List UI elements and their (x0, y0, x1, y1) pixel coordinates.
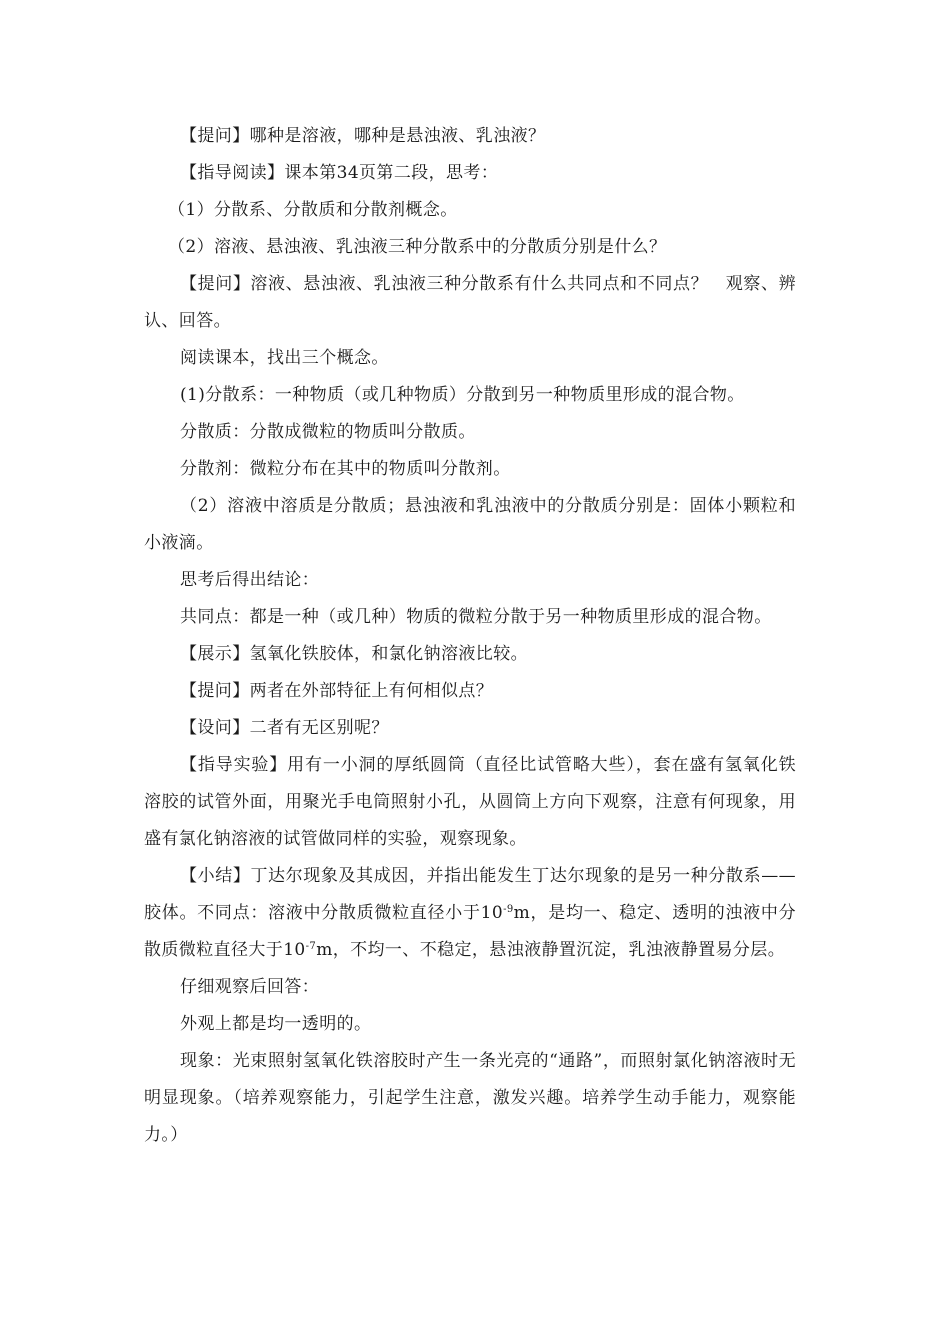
definition-dispersion-system: (1)分散系：一种物质（或几种物质）分散到另一种物质里形成的混合物。 (180, 385, 745, 405)
question-paragraph-2: 【提问】溶液、悬浊液、乳浊液三种分散系有什么共同点和不同点？ 观察、辨认、回答。 (144, 274, 796, 331)
guided-reading-paragraph: 【指导阅读】课本第34页第二段，思考： (180, 163, 499, 183)
question-paragraph-3: 【提问】两者在外部特征上有何相似点？ (180, 681, 494, 701)
reading-instruction: 阅读课本，找出三个概念。 (180, 348, 389, 368)
summary-text-part-2: m，是均一、稳定、透明的浊液中分散质微粒直径大于10 (144, 903, 796, 960)
reading-task-2: （2）溶液、悬浊液、乳浊液三种分散系中的分散质分别是什么？ (168, 237, 667, 257)
answer-dispersed-phases: （2）溶液中溶质是分散质；悬浊液和乳浊液中的分散质分别是：固体小颗粒和小液滴。 (144, 496, 796, 553)
summary-text-part-3: m，不均一、不稳定，悬浊液静置沉淀，乳浊液静置易分层。 (316, 940, 786, 960)
document-body (144, 118, 796, 1154)
hypothetical-question-paragraph: 【设问】二者有无区别呢？ (180, 718, 389, 738)
observation-heading: 仔细观察后回答： (180, 977, 320, 997)
summary-paragraph (144, 858, 796, 969)
question-paragraph-1: 【提问】哪种是溶液，哪种是悬浊液、乳浊液？ (180, 126, 546, 146)
summary-text-part-1: 【小结】丁达尔现象及其成因，并指出能发生丁达尔现象的是另一种分散系——胶体。不同点：溶液中分散质微粒直径小于10 (144, 866, 796, 923)
demonstration-paragraph: 【展示】氢氧化铁胶体，和氯化钠溶液比较。 (180, 644, 528, 664)
definition-dispersion-medium: 分散剂：微粒分布在其中的物质叫分散剂。 (180, 459, 511, 479)
conclusion-heading: 思考后得出结论： (180, 570, 320, 590)
phenomenon-paragraph: 现象：光束照射氢氧化铁溶胶时产生一条光亮的“通路”，而照射氯化钠溶液时无明显现象。（培养观察能力，引起学生注意，激发兴趣。培养学生动手能力，观察能力。） (144, 1051, 796, 1145)
guided-experiment-paragraph: 【指导实验】用有一小洞的厚纸圆筒（直径比试管略大些），套在盛有氢氧化铁溶胶的试管外面，用聚光手电筒照射小孔，从圆筒上方向下观察，注意有何现象，用盛有氯化钠溶液的试管做同样的实验，观察现象。 (144, 755, 796, 849)
common-point-paragraph: 共同点：都是一种（或几种）物质的微粒分散于另一种物质里形成的混合物。 (180, 607, 772, 627)
exponent-1: -9 (503, 904, 514, 915)
definition-dispersed-phase: 分散质：分散成微粒的物质叫分散质。 (180, 422, 476, 442)
exponent-2: -7 (305, 941, 317, 952)
appearance-paragraph: 外观上都是均一透明的。 (180, 1014, 372, 1034)
reading-task-1: （1）分散系、分散质和分散剂概念。 (168, 200, 458, 220)
